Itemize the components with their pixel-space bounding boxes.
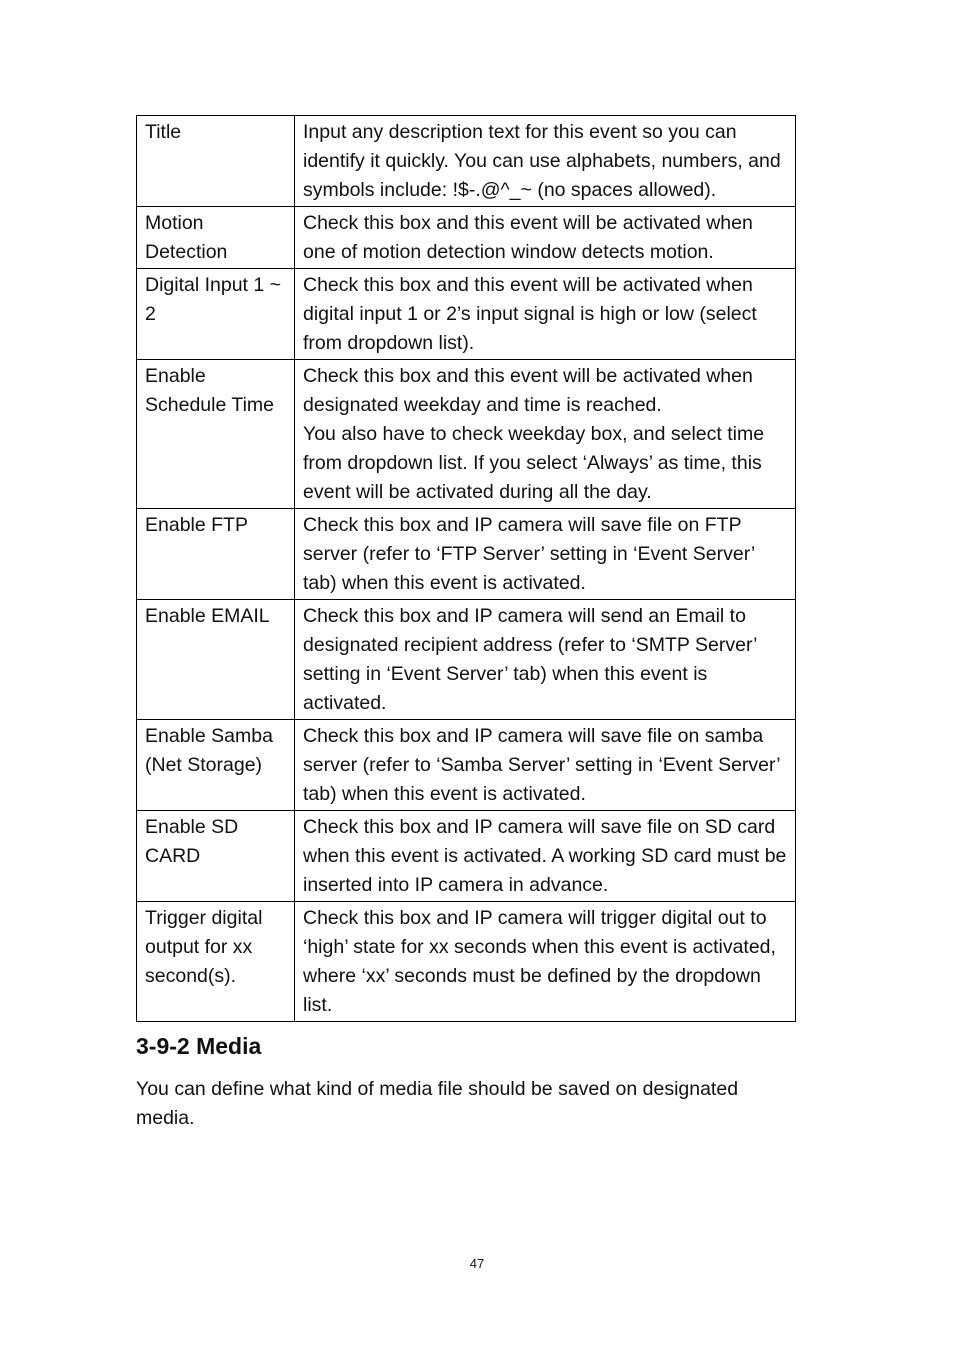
table-row xyxy=(137,811,796,902)
row-description-paragraph: Check this box and this event will be activated when one of motion detection window detects motion. xyxy=(303,212,753,263)
row-term: Enable Schedule Time xyxy=(137,360,295,509)
row-term: Enable EMAIL xyxy=(137,600,295,720)
table-row xyxy=(137,360,796,509)
event-settings-table xyxy=(136,115,796,1022)
table-row xyxy=(137,509,796,600)
row-term: Enable Samba (Net Storage) xyxy=(137,720,295,811)
row-description-paragraph: You also have to check weekday box, and select time from dropdown list. If you select ‘Always’ as time, this event will be activated during all the day. xyxy=(303,423,765,503)
row-term: Trigger digital output for xx second(s). xyxy=(137,902,295,1022)
row-description-paragraph: Input any description text for this event so you can identify it quickly. You can use alphabets, numbers, and symbols include: !$-.@^_~ (no spaces allowed). xyxy=(303,121,781,201)
page-number: 47 xyxy=(469,1256,485,1271)
row-description-paragraph: Check this box and IP camera will send an Email to designated recipient address (refer to ‘SMTP Server’ setting in ‘Event Server’ tab) when this event is activated. xyxy=(303,605,757,714)
table-row xyxy=(137,269,796,360)
row-term: Enable SD CARD xyxy=(137,811,295,902)
row-term: Enable FTP xyxy=(137,509,295,600)
row-description-paragraph: Check this box and IP camera will save file on SD card when this event is activated. A working SD card must be inserted into IP camera in advance. xyxy=(303,816,787,896)
row-description xyxy=(295,509,796,600)
row-term: Digital Input 1 ~ 2 xyxy=(137,269,295,360)
row-description-paragraph: Check this box and this event will be activated when digital input 1 or 2’s input signal is high or low (select from dropdown list). xyxy=(303,274,757,354)
row-term: Motion Detection xyxy=(137,207,295,269)
row-description-paragraph: Check this box and this event will be activated when designated weekday and time is reached. xyxy=(303,365,753,416)
row-description xyxy=(295,902,796,1022)
row-description xyxy=(295,360,796,509)
row-description xyxy=(295,720,796,811)
table-row xyxy=(137,902,796,1022)
section-heading: 3-9-2 Media xyxy=(136,1033,262,1059)
event-settings-table-body xyxy=(137,116,796,1022)
table-row xyxy=(137,720,796,811)
row-description xyxy=(295,600,796,720)
row-description-paragraph: Check this box and IP camera will save file on samba server (refer to ‘Samba Server’ setting in ‘Event Server’ tab) when this event is activated. xyxy=(303,725,780,805)
table-row xyxy=(137,116,796,207)
table-row xyxy=(137,207,796,269)
row-description xyxy=(295,116,796,207)
row-description xyxy=(295,811,796,902)
row-description-paragraph: Check this box and IP camera will save file on FTP server (refer to ‘FTP Server’ setting in ‘Event Server’ tab) when this event is activated. xyxy=(303,514,755,594)
row-description xyxy=(295,269,796,360)
row-term: Title xyxy=(137,116,295,207)
row-description-paragraph: Check this box and IP camera will trigger digital out to ‘high’ state for xx seconds when this event is activated, where ‘xx’ seconds must be defined by the dropdown list. xyxy=(303,907,776,1016)
table-row xyxy=(137,600,796,720)
row-description xyxy=(295,207,796,269)
section-body: You can define what kind of media file should be saved on designated media. xyxy=(136,1078,739,1129)
